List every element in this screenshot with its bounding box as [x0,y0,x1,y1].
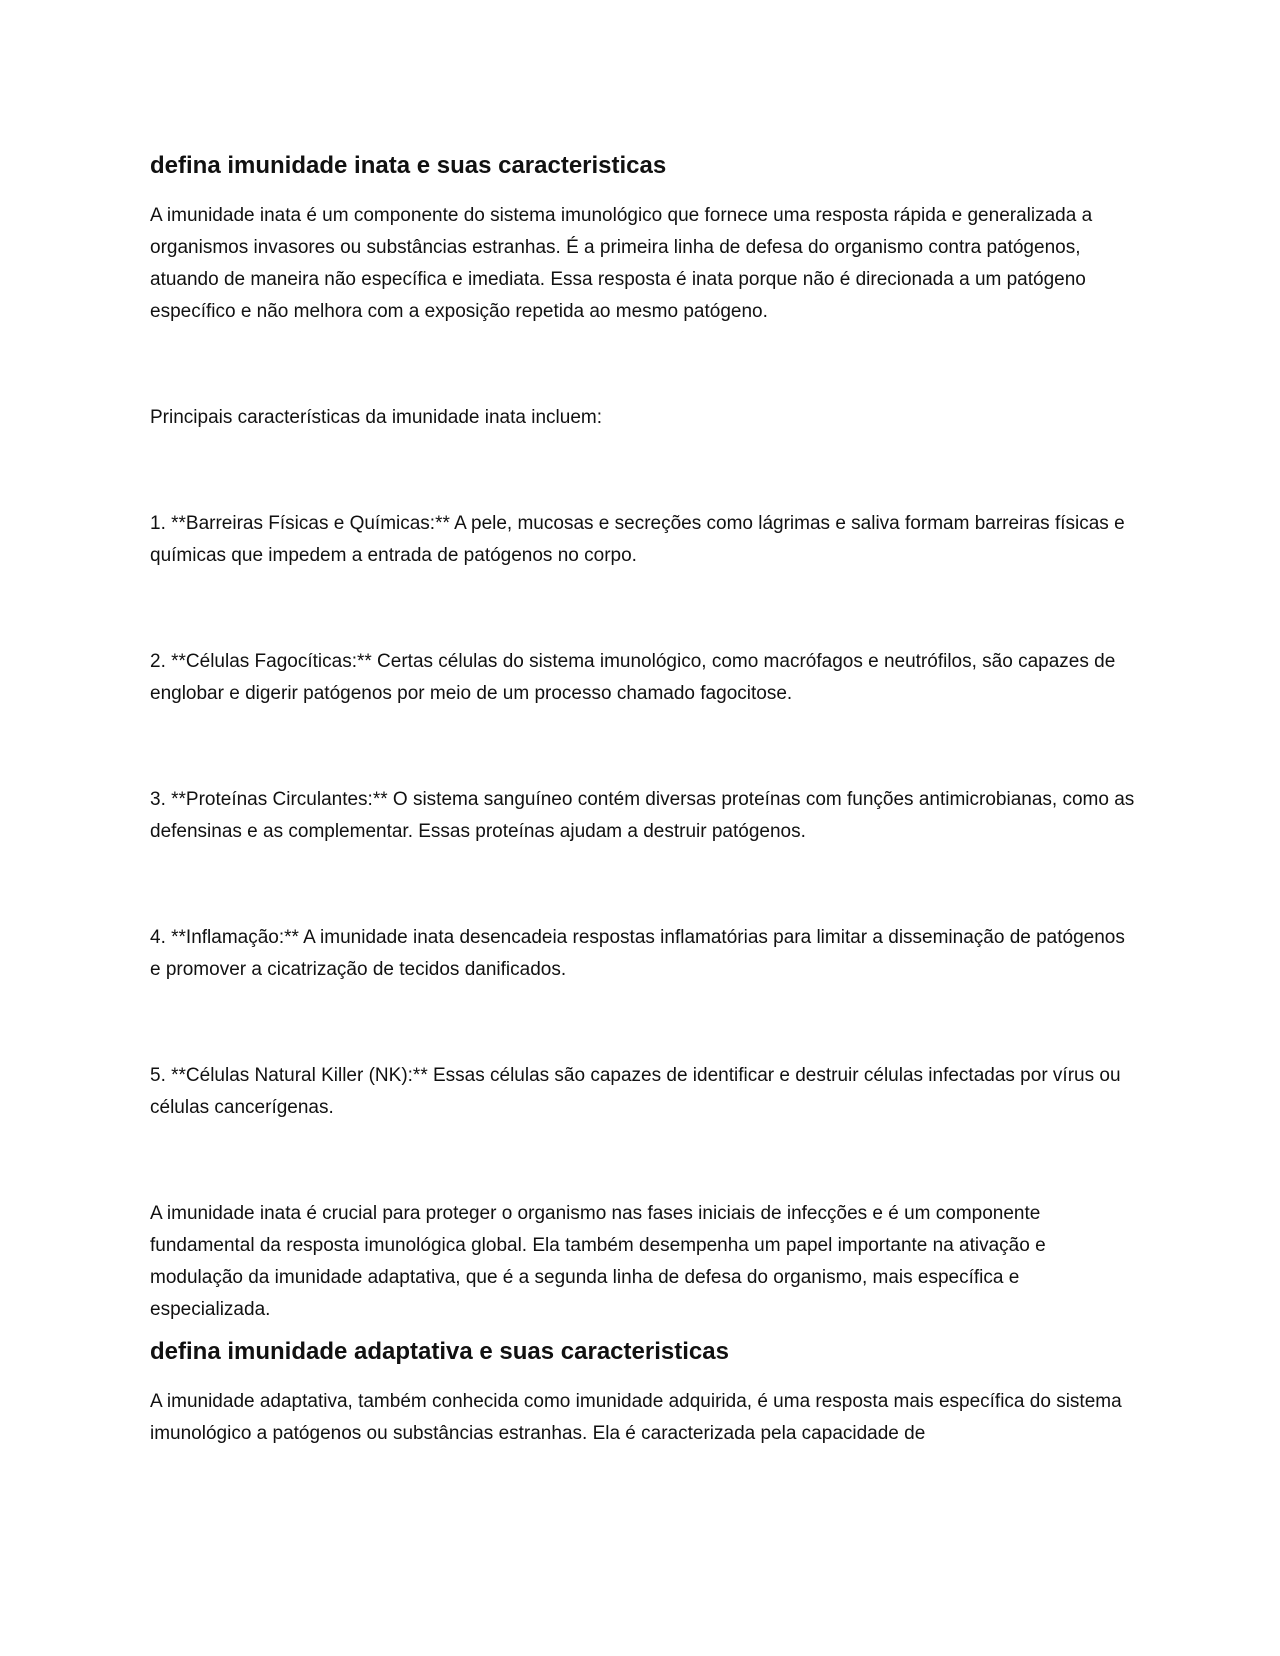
spacer [150,1326,1135,1336]
spacer [150,328,1135,402]
list-item-1: 1. **Barreiras Físicas e Químicas:** A pele, mucosas e secreções como lágrimas e saliva formam barreiras físicas e químicas que impedem a entrada de patógenos no corpo. [150,513,1125,566]
heading-innate-immunity: defina imunidade inata e suas caracteristicas [150,152,667,179]
paragraph-intro: A imunidade inata é um componente do sistema imunológico que fornece uma resposta rápida e generalizada a organismos invasores ou substâncias estranhas. É a primeira linha de defesa do organismo contra patógenos, atuando de maneira não específica e imediata. Essa resposta é inata porque não é direcionada a um patógeno específico e não melhora com a exposição repetida ao mesmo patógeno. [150,205,1093,322]
list-item-4: 4. **Inflamação:** A imunidade inata desencadeia respostas inflamatórias para limitar a disseminação de patógenos e promover a cicatrização de tecidos danificados. [150,927,1125,980]
spacer [150,572,1135,646]
list-item-5: 5. **Células Natural Killer (NK):** Essas células são capazes de identificar e destruir células infectadas por vírus ou células cancerígenas. [150,1065,1121,1118]
paragraph-list-intro: Principais características da imunidade inata incluem: [150,407,602,428]
paragraph-adaptive-intro: A imunidade adaptativa, também conhecida como imunidade adquirida, é uma resposta mais específica do sistema imunológico a patógenos ou substâncias estranhas. Ela é caracterizada pela capacidade de [150,1391,1122,1444]
spacer [150,848,1135,922]
list-item-2: 2. **Células Fagocíticas:** Certas células do sistema imunológico, como macrófagos e neutrófilos, são capazes de englobar e digerir patógenos por meio de um processo chamado fagocitose. [150,651,1116,704]
spacer [150,1124,1135,1198]
spacer [150,986,1135,1060]
list-item-3: 3. **Proteínas Circulantes:** O sistema sanguíneo contém diversas proteínas com funções antimicrobianas, como as defensinas e as complementar. Essas proteínas ajudam a destruir patógenos. [150,789,1135,842]
heading-adaptive-immunity: defina imunidade adaptativa e suas caracteristicas [150,1338,729,1365]
document-page [150,150,1135,1450]
spacer [150,710,1135,784]
paragraph-conclusion: A imunidade inata é crucial para proteger o organismo nas fases iniciais de infecções e é um componente fundamental da resposta imunológica global. Ela também desempenha um papel importante na ativação e modulação da imunidade adaptativa, que é a segunda linha de defesa do organismo, mais específica e especializada. [150,1203,1046,1320]
spacer [150,434,1135,508]
